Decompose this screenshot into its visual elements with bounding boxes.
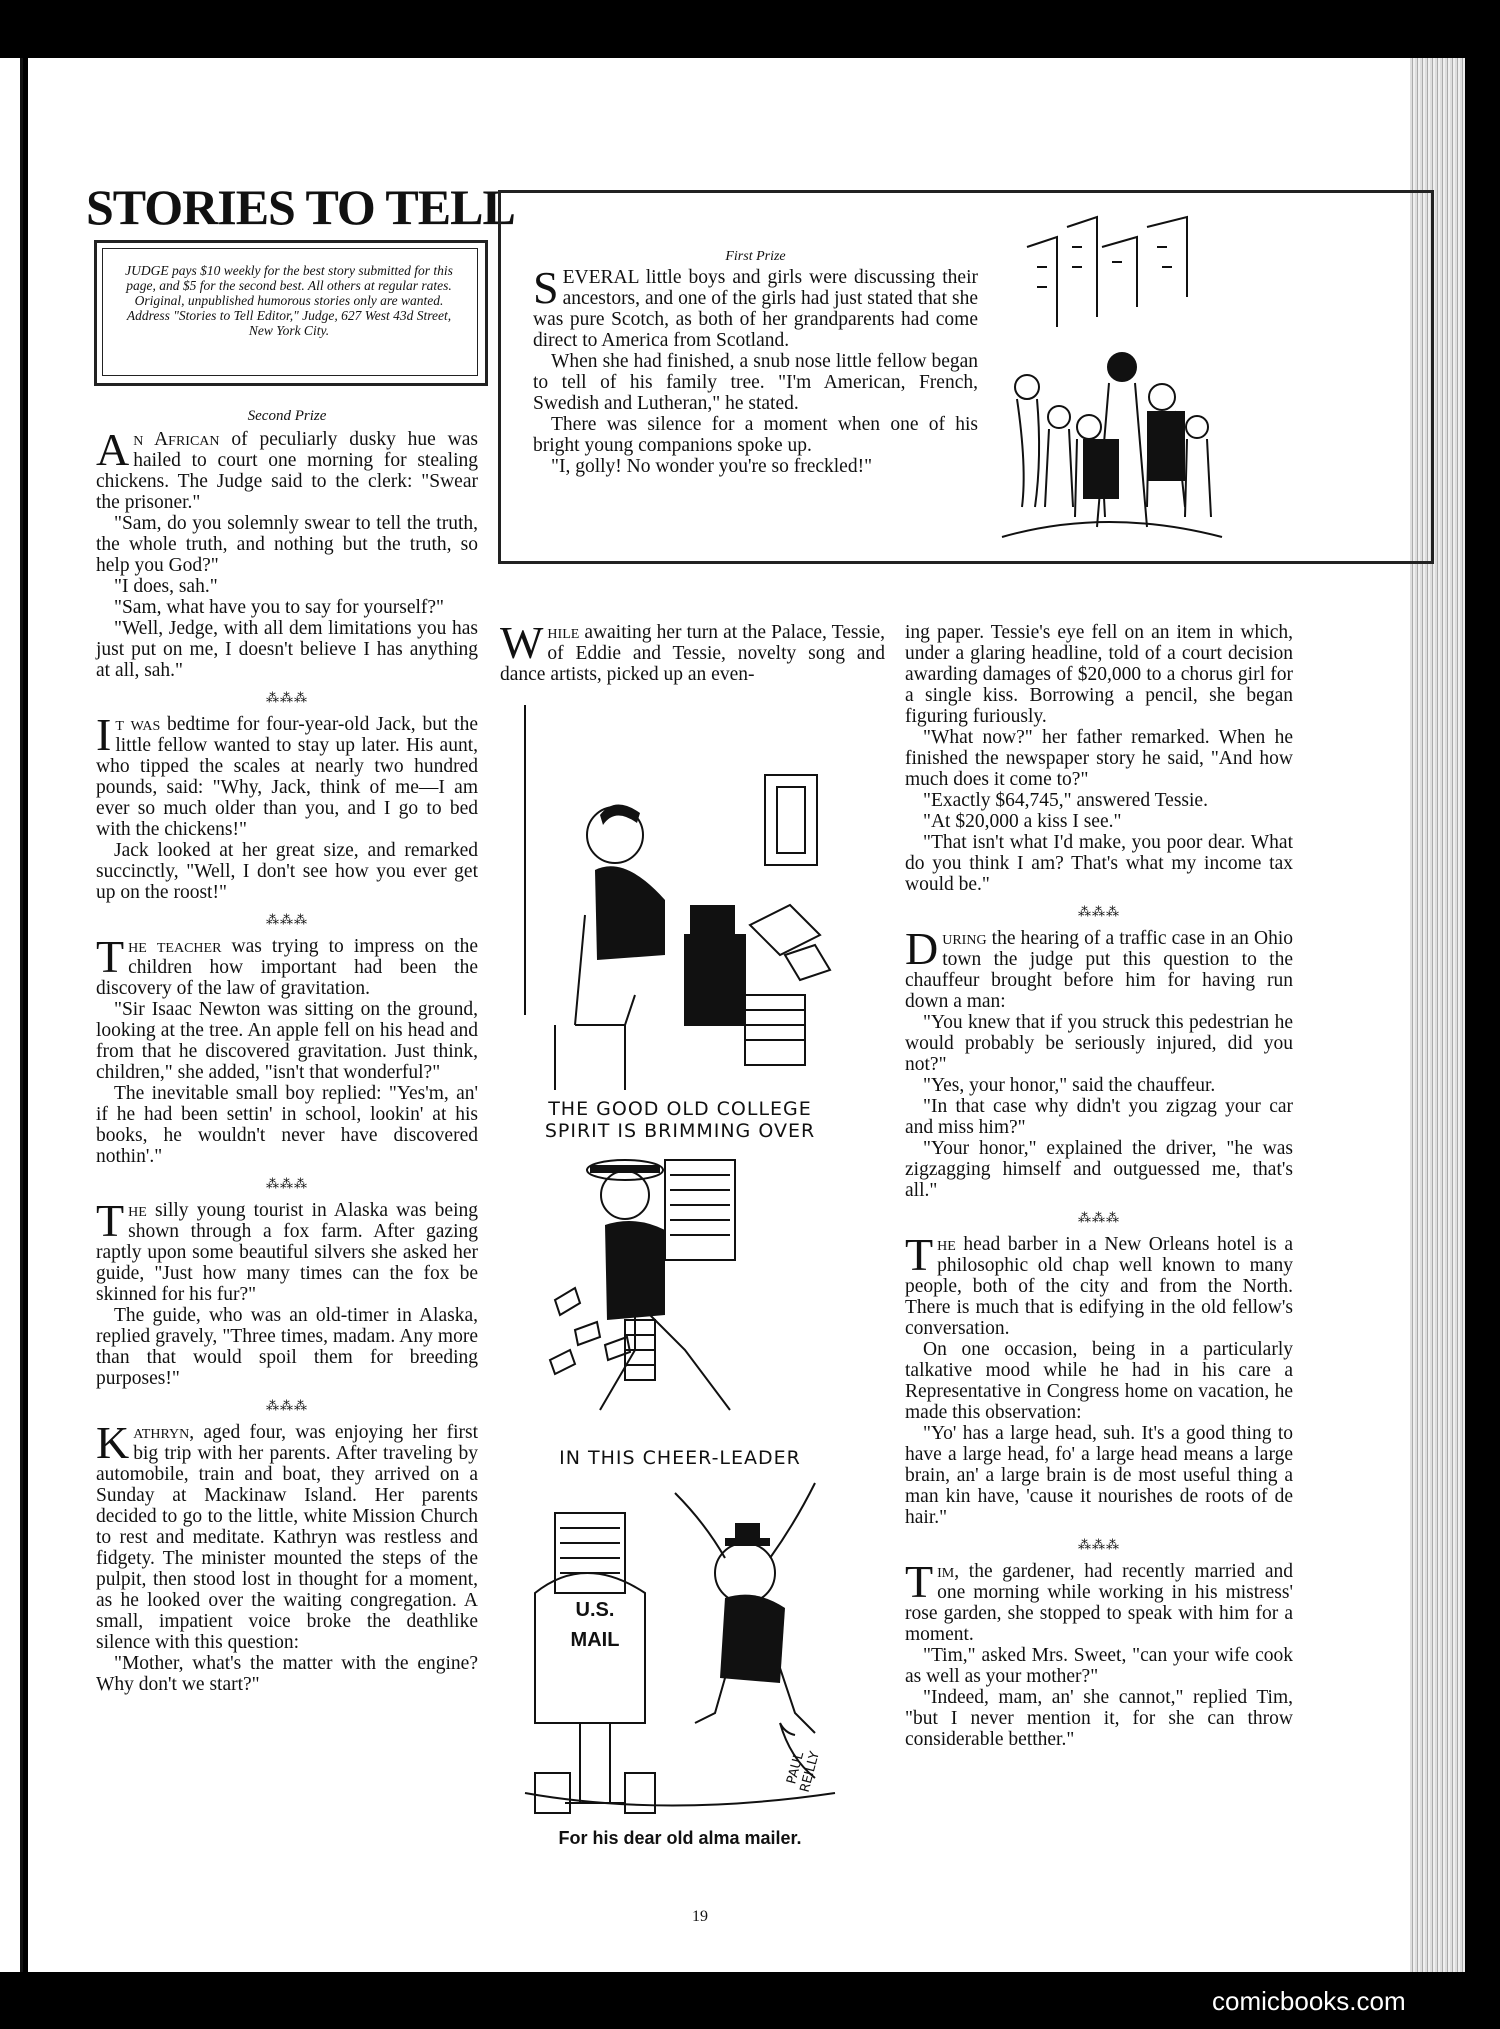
paragraph: The guide, who was an old-timer in Alaska, replied gravely, "Three times, madam. Any more than that would spoil them for breeding purposes!"	[96, 1305, 478, 1389]
first-prize-lead: SEVERAL little boys and girls were discussing their ancestors, and one of the girls had just stated that she was pure Scotch, as both of her grandparents had come direct to America from Scotland.	[533, 262, 978, 351]
paragraph: "Yes, your honor," said the chauffeur.	[923, 1075, 1216, 1096]
paragraph: "What now?" her father remarked. When he finished the newspaper story he said, "And how much does it come to?"	[905, 727, 1293, 790]
page-title: STORIES TO TELL	[86, 179, 515, 235]
cartoon-caption-2: IN THIS CHEER-LEADER	[559, 1447, 801, 1469]
paragraph: "That isn't what I'd make, you poor dear. What do you think I am? That's what my income tax would be."	[905, 832, 1293, 895]
kids-illustration	[997, 207, 1225, 557]
separator: ⁂⁂⁂	[266, 1398, 308, 1413]
separator: ⁂⁂⁂	[266, 1176, 308, 1191]
tessie-start: While awaiting her turn at the Palace, Tessie, of Eddie and Tessie, novelty song and dance artists, picked up an even-	[500, 617, 885, 685]
second-prize-lead: An African of peculiarly dusky hue was hailed to court one morning for stealing chickens. The Judge said to the clerk: "Swear the prisoner."	[96, 424, 479, 513]
cartoon-caption: For his dear old alma mailer.	[558, 1828, 802, 1848]
paragraph: "Sir Isaac Newton was sitting on the ground, looking at the tree. An apple fell on his head and from that he discovered gravitation. Just think, children," she added, "isn't that wonderful?"	[96, 999, 478, 1083]
traffic-lead: During the hearing of a traffic case in an Ohio town the judge put this question to the chauffeur brought before him for having run down a man:	[905, 923, 1293, 1012]
teacher-lead: The teacher was trying to impress on the children how important had been the discovery of the law of gravitation.	[96, 931, 479, 999]
paragraph: "You knew that if you struck this pedestrian he would probably be seriously injured, did you not?"	[905, 1012, 1293, 1075]
mailbox-label: U.S. MAIL	[570, 1599, 620, 1651]
paragraph: The inevitable small boy replied: "Yes'm, an' if he had been settin' in school, lookin' at his books, he wouldn't never have discovered nothin'."	[96, 1083, 478, 1167]
drop-cap: S	[533, 262, 559, 313]
artist-signature: PAUL REILLY	[784, 1749, 823, 1795]
paragraph: "Sam, what have you to say for yourself?"	[114, 597, 445, 618]
tourist-lead: The silly young tourist in Alaska was being shown through a fox farm. After gazing raptly upon some beautiful silvers she asked her guide, "Just how many times can the fox be skinned for his fur?"	[96, 1195, 478, 1305]
editor-note: JUDGE pays $10 weekly for the best story submitted for this page, and $5 for the second best. All others at regular rates. Original, unpublished humorous stories only are wanted. Address "Stories to Tell Editor," Judge, 627 West 43d Street, New York City.	[125, 263, 453, 338]
separator: ⁂⁂⁂	[1078, 904, 1120, 919]
tessie-continued: ing paper. Tessie's eye fell on an item in which, under a glaring headline, told of a court decision awarding damages of $20,000 to a chorus girl for a single kiss. Borrowing a pencil, she began figuring furiously.	[905, 622, 1293, 727]
drop-cap: T	[905, 1229, 934, 1280]
drop-cap: T	[96, 1195, 125, 1246]
barber-lead: The head barber in a New Orleans hotel is a philosophic old chap well known to many people, both of the city and from the North. There is much that is edifying in the old fellow's conversation.	[905, 1229, 1293, 1339]
paragraph: Jack looked at her great size, and remarked succinctly, "Well, I don't see how you ever get up on the roost!"	[96, 840, 478, 903]
drop-cap: T	[905, 1556, 934, 1607]
typist-illustration	[515, 695, 845, 1095]
separator: ⁂⁂⁂	[1078, 1537, 1120, 1552]
drop-cap: K	[96, 1417, 130, 1468]
paragraph: "Mother, what's the matter with the engine? Why don't we start?"	[96, 1653, 478, 1695]
page-number: 19	[692, 1908, 708, 1925]
drop-cap: A	[96, 424, 130, 475]
separator: ⁂⁂⁂	[266, 690, 308, 705]
paragraph: "Indeed, mam, an' she cannot," replied Tim, "but I never mention it, for she can throw considerable betther."	[905, 1687, 1293, 1750]
paragraph: There was silence for a moment when one of his bright young companions spoke up.	[533, 414, 978, 456]
tim-lead: Tim, the gardener, had recently married and one morning while working in his mistress' rose garden, she stopped to speak with him for a moment.	[905, 1556, 1293, 1645]
separator: ⁂⁂⁂	[266, 912, 308, 927]
drop-cap: T	[96, 931, 125, 982]
watermark: comicbooks.com	[1212, 1986, 1406, 2016]
left-column	[96, 402, 478, 1695]
paragraph: "Tim," asked Mrs. Sweet, "can your wife cook as well as your mother?"	[905, 1645, 1293, 1687]
bedtime-lead: It was bedtime for four-year-old Jack, but the little fellow wanted to stay up later. His aunt, who tipped the scales at nearly two hundred pounds, said: "Why, Jack, think of me—I am ever so much older than you, and I go to bed with the chickens!"	[96, 709, 478, 840]
facing-page-edge	[0, 58, 23, 1972]
paragraph: "Exactly $64,745," answered Tessie.	[923, 790, 1208, 811]
paragraph: "I, golly! No wonder you're so freckled!"	[551, 456, 873, 477]
right-column	[905, 622, 1293, 1750]
paragraph: "Sam, do you solemnly swear to tell the truth, the whole truth, and nothing but the truth, so help you God?"	[96, 513, 478, 576]
paragraph: "In that case why didn't you zigzag your car and miss him?"	[905, 1096, 1293, 1138]
paragraph: "Your honor," explained the driver, "he was zigzagging himself and outguessed me, that's all."	[905, 1138, 1293, 1201]
paragraph: When she had finished, a snub nose little fellow began to tell of his family tree. "I'm American, French, Swedish and Lutheran," he stated.	[533, 351, 978, 414]
paragraph: "I does, sah."	[114, 576, 218, 597]
first-prize-box	[498, 190, 1434, 564]
separator: ⁂⁂⁂	[1078, 1210, 1120, 1225]
paragraph: "Well, Jedge, with all dem limitations you has just put on me, I doesn't believe I has anything at all, sah."	[96, 618, 478, 681]
drop-cap: I	[96, 709, 112, 760]
paragraph: "Yo' has a large head, suh. It's a good thing to have a large head, fo' a large head means a large brain, an' a large brain is de most useful thing a man kin have, 'cause it nourishes de roots of de hair."	[905, 1423, 1293, 1528]
cartoon-caption-1: THE GOOD OLD COLLEGE SPIRIT IS BRIMMING OVER	[544, 1098, 816, 1142]
paragraph: "At $20,000 a kiss I see."	[923, 811, 1122, 832]
cartoon	[515, 695, 845, 1890]
paragraph: On one occasion, being in a particularly talkative mood while he had in his care a Representative in Congress home on vacation, he made this observation:	[905, 1339, 1293, 1423]
drop-cap: W	[500, 617, 544, 668]
first-prize-label: First Prize	[725, 249, 786, 264]
kathryn-lead: Kathryn, aged four, was enjoying her first big trip with her parents. After traveling by automobile, train and boat, they arrived on a Sunday at Mackinaw Island. Her parents decided to go to the little, white Mission Church to rest and meditate. Kathryn was restless and fidgety. The minister mounted the steps of the pulpit, then stood lost in thought for a moment, as he looked over the waiting congregation. A small, impatient voice broke the deathlike silence with this question:	[96, 1417, 478, 1653]
editor-note-box	[94, 240, 488, 386]
carrier-illustration	[515, 1150, 845, 1450]
second-prize-label: Second Prize	[247, 408, 327, 424]
drop-cap: D	[905, 923, 939, 974]
